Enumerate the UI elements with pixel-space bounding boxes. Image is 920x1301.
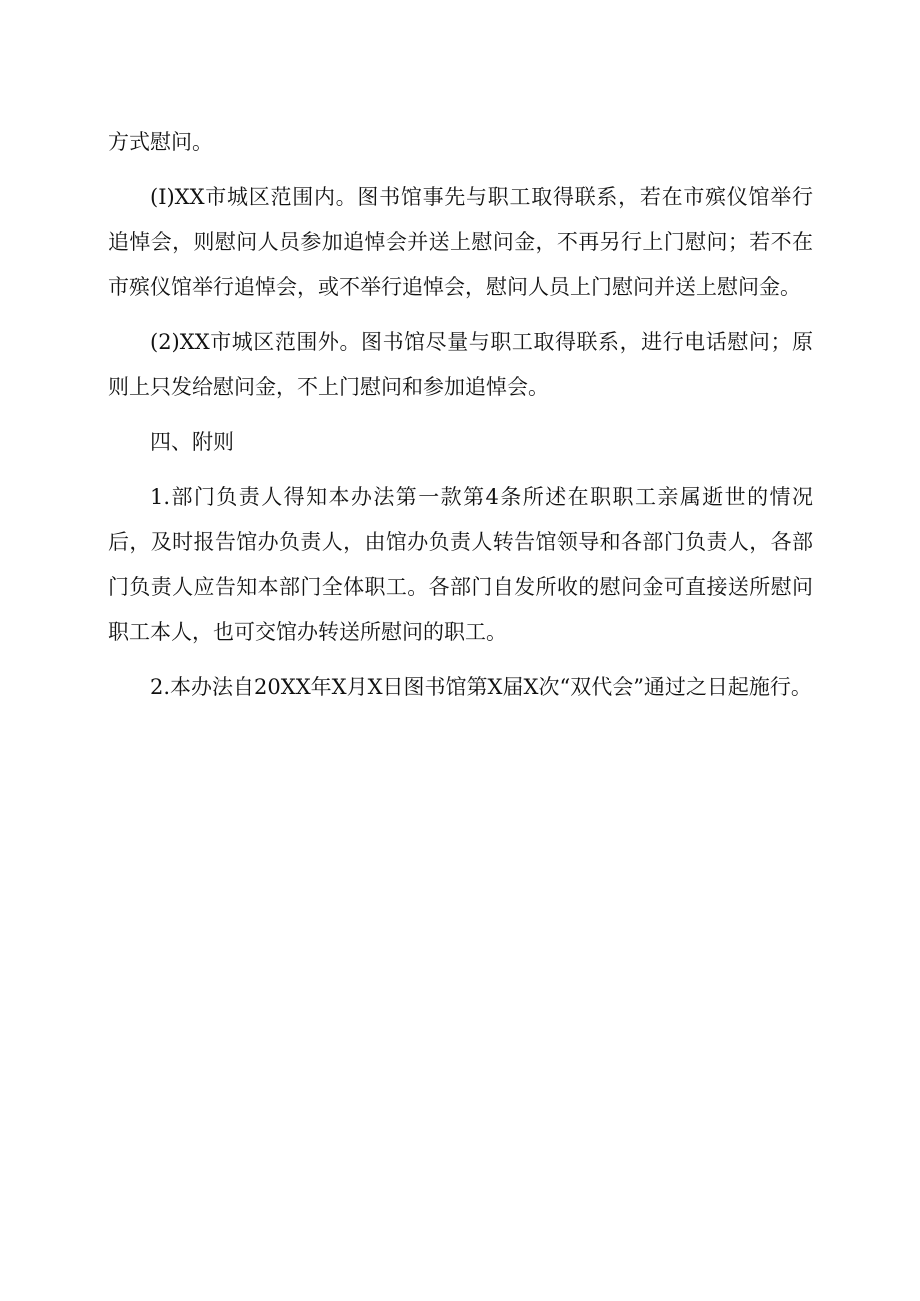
document-body: [108, 120, 813, 720]
paragraph-item-2: (2)XX市城区范围外。图书馆尽量与职工取得联系，进行电话慰问；原则上只发给慰问金，不上门慰问和参加追悼会。: [108, 330, 813, 399]
section-heading: 四、附则: [150, 430, 234, 454]
paragraph-clause-1: 1.部门负责人得知本办法第一款第4条所述在职职工亲属逝世的情况后，及时报告馆办负责人，由馆办负责人转告馆领导和各部门负责人，各部门负责人应告知本部门全体职工。各部门自发所收的慰问金可直接送所慰问职工本人，也可交馆办转送所慰问的职工。: [108, 485, 813, 644]
paragraph-continuation: 方式慰问。: [108, 130, 213, 154]
paragraph-item-1: (I)XX市城区范围内。图书馆事先与职工取得联系，若在市殡仪馆举行追悼会，则慰问人员参加追悼会并送上慰问金，不再另行上门慰问；若不在市殡仪馆举行追悼会，或不举行追悼会，慰问人员上门慰问并送上慰问金。: [108, 185, 813, 299]
paragraph-clause-2: 2.本办法自20XX年X月X日图书馆第X届X次“双代会”通过之日起施行。: [150, 675, 812, 699]
